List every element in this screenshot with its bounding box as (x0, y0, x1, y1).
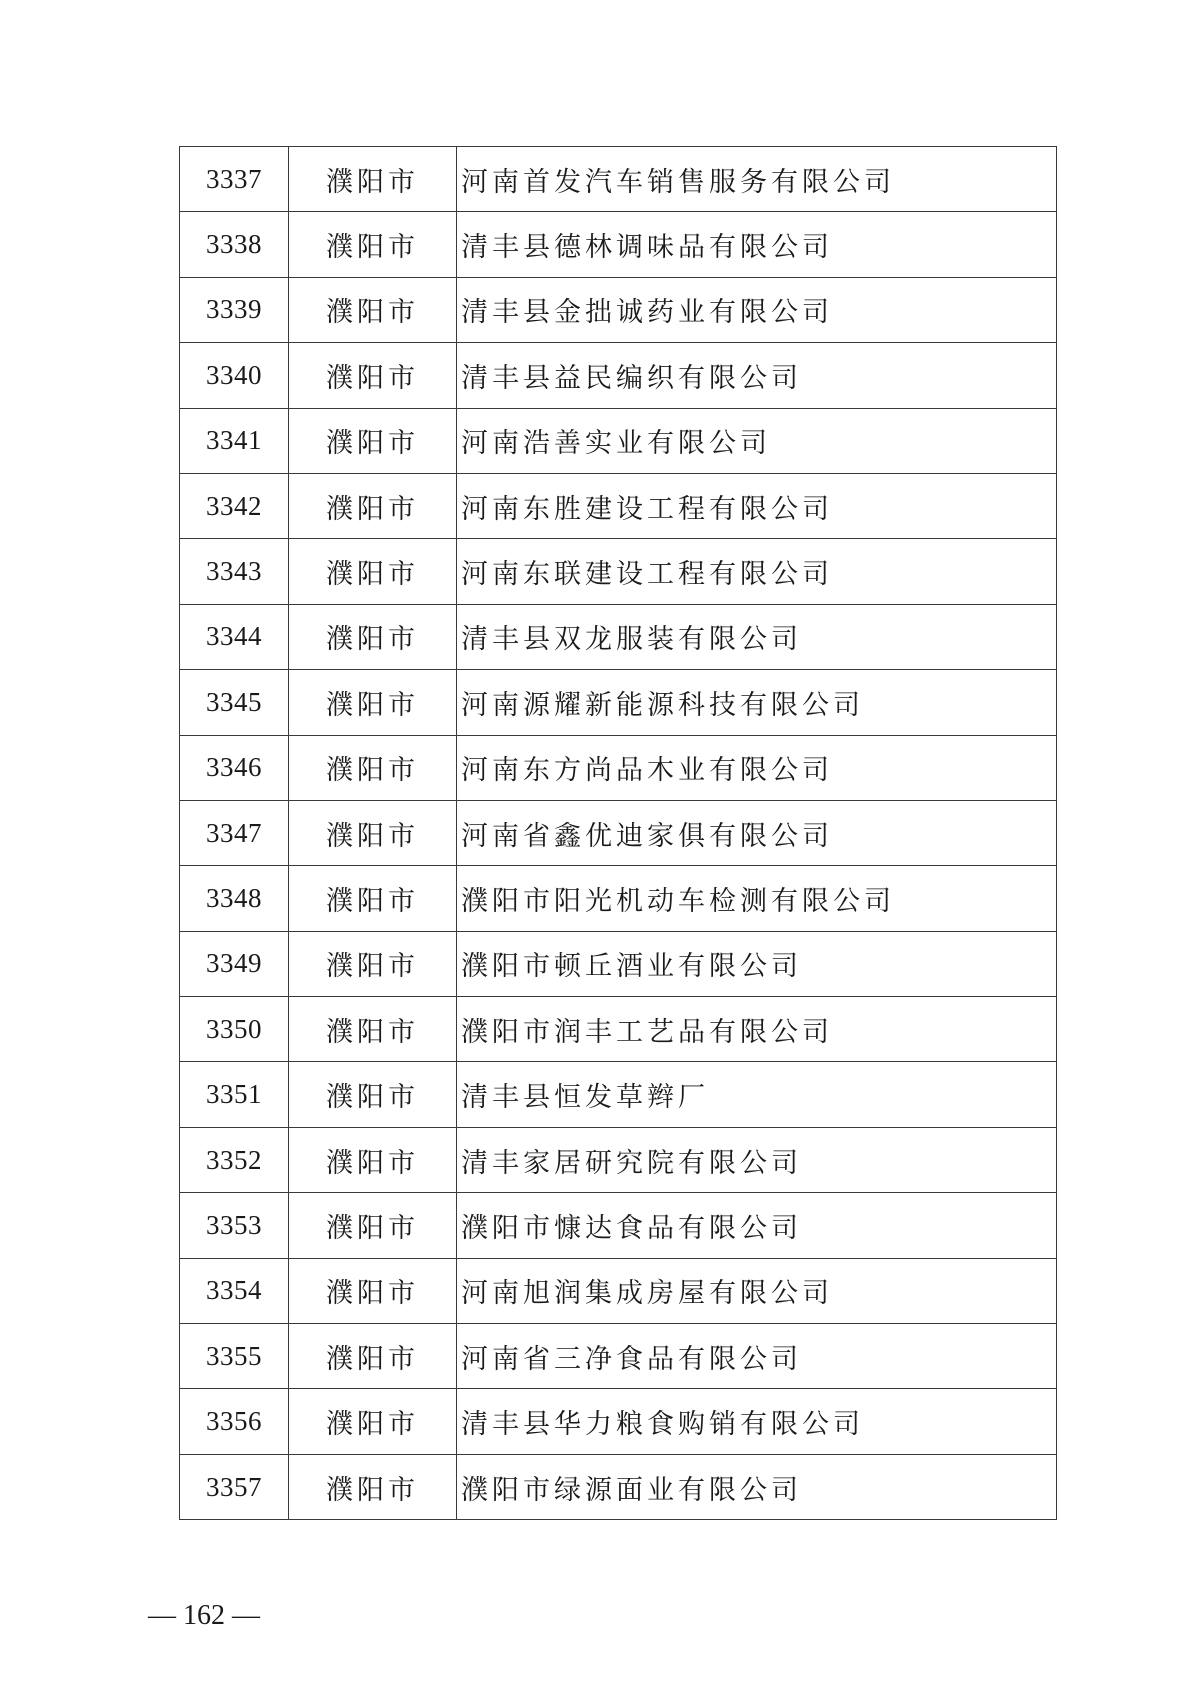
row-city: 濮阳市 (289, 670, 457, 735)
row-number: 3348 (180, 866, 289, 931)
row-company-name: 清丰县金拙诚药业有限公司 (457, 277, 1057, 342)
row-company-name: 河南东联建设工程有限公司 (457, 539, 1057, 604)
row-city: 濮阳市 (289, 1454, 457, 1519)
row-city: 濮阳市 (289, 1193, 457, 1258)
enterprise-list-table (179, 146, 1057, 1520)
row-number: 3339 (180, 277, 289, 342)
row-company-name: 清丰县华力粮食购销有限公司 (457, 1389, 1057, 1454)
row-city: 濮阳市 (289, 147, 457, 212)
row-number: 3338 (180, 212, 289, 277)
row-company-name: 清丰家居研究院有限公司 (457, 1127, 1057, 1192)
row-company-name: 清丰县双龙服装有限公司 (457, 604, 1057, 669)
row-number: 3350 (180, 997, 289, 1062)
table-row (180, 604, 1057, 669)
row-company-name: 河南东方尚品木业有限公司 (457, 735, 1057, 800)
row-number: 3351 (180, 1062, 289, 1127)
row-number: 3341 (180, 408, 289, 473)
row-number: 3344 (180, 604, 289, 669)
row-company-name: 濮阳市绿源面业有限公司 (457, 1454, 1057, 1519)
row-company-name: 濮阳市阳光机动车检测有限公司 (457, 866, 1057, 931)
row-city: 濮阳市 (289, 212, 457, 277)
row-number: 3354 (180, 1258, 289, 1323)
table-row (180, 408, 1057, 473)
row-number: 3349 (180, 931, 289, 996)
row-city: 濮阳市 (289, 1127, 457, 1192)
table-row (180, 670, 1057, 735)
row-number: 3342 (180, 473, 289, 538)
row-city: 濮阳市 (289, 735, 457, 800)
row-city: 濮阳市 (289, 1324, 457, 1389)
table-row (180, 1193, 1057, 1258)
row-company-name: 河南浩善实业有限公司 (457, 408, 1057, 473)
table-row (180, 277, 1057, 342)
row-company-name: 河南旭润集成房屋有限公司 (457, 1258, 1057, 1323)
row-city: 濮阳市 (289, 800, 457, 865)
table-row (180, 212, 1057, 277)
row-number: 3343 (180, 539, 289, 604)
table-row (180, 1127, 1057, 1192)
row-number: 3357 (180, 1454, 289, 1519)
table-row (180, 1062, 1057, 1127)
table-row (180, 1258, 1057, 1323)
table-row (180, 539, 1057, 604)
table-row (180, 800, 1057, 865)
row-number: 3355 (180, 1324, 289, 1389)
row-number: 3337 (180, 147, 289, 212)
row-number: 3353 (180, 1193, 289, 1258)
table-row (180, 343, 1057, 408)
table-row (180, 1324, 1057, 1389)
table-row (180, 997, 1057, 1062)
row-company-name: 河南省鑫优迪家俱有限公司 (457, 800, 1057, 865)
row-number: 3346 (180, 735, 289, 800)
row-company-name: 清丰县益民编织有限公司 (457, 343, 1057, 408)
table-row (180, 1454, 1057, 1519)
row-city: 濮阳市 (289, 1258, 457, 1323)
row-city: 濮阳市 (289, 277, 457, 342)
row-city: 濮阳市 (289, 931, 457, 996)
table-row (180, 473, 1057, 538)
table-row (180, 866, 1057, 931)
row-company-name: 濮阳市润丰工艺品有限公司 (457, 997, 1057, 1062)
row-company-name: 清丰县德林调味品有限公司 (457, 212, 1057, 277)
row-number: 3356 (180, 1389, 289, 1454)
row-company-name: 河南省三净食品有限公司 (457, 1324, 1057, 1389)
row-city: 濮阳市 (289, 604, 457, 669)
row-city: 濮阳市 (289, 866, 457, 931)
row-company-name: 河南源耀新能源科技有限公司 (457, 670, 1057, 735)
table-row (180, 735, 1057, 800)
row-number: 3340 (180, 343, 289, 408)
row-company-name: 濮阳市顿丘酒业有限公司 (457, 931, 1057, 996)
row-city: 濮阳市 (289, 1062, 457, 1127)
page-number: — 162 — (148, 1600, 260, 1631)
row-company-name: 河南东胜建设工程有限公司 (457, 473, 1057, 538)
row-company-name: 河南首发汽车销售服务有限公司 (457, 147, 1057, 212)
row-number: 3347 (180, 800, 289, 865)
table-row (180, 1389, 1057, 1454)
row-number: 3352 (180, 1127, 289, 1192)
table-row (180, 931, 1057, 996)
row-city: 濮阳市 (289, 343, 457, 408)
table-row (180, 147, 1057, 212)
row-number: 3345 (180, 670, 289, 735)
row-city: 濮阳市 (289, 473, 457, 538)
row-city: 濮阳市 (289, 997, 457, 1062)
row-city: 濮阳市 (289, 539, 457, 604)
row-company-name: 濮阳市慷达食品有限公司 (457, 1193, 1057, 1258)
row-city: 濮阳市 (289, 408, 457, 473)
row-city: 濮阳市 (289, 1389, 457, 1454)
row-company-name: 清丰县恒发草辫厂 (457, 1062, 1057, 1127)
